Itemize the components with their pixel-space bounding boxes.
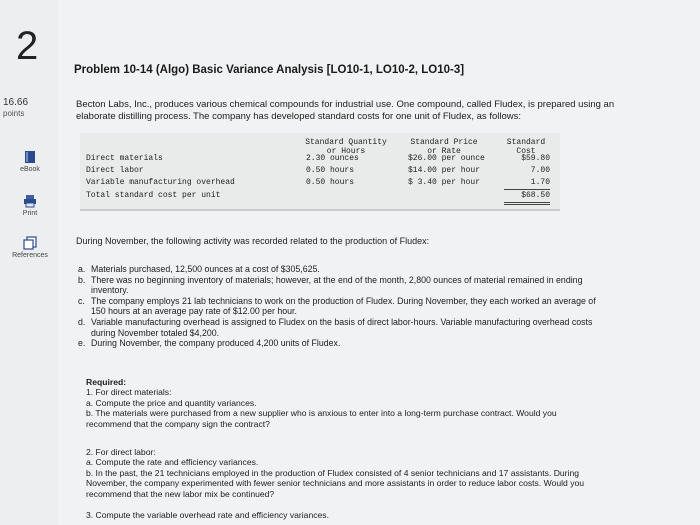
book-icon — [23, 150, 37, 164]
points-label: points — [3, 109, 25, 118]
references-label: References — [12, 252, 48, 259]
row-quantity-variable-overhead: 0.50 hours — [306, 178, 355, 187]
list-item: d. Variable manufacturing overhead is assigned to Fludex on the basis of direct labor-hours. Variable manufacturing overhead costs during November totaled $4,200. — [78, 316, 593, 338]
total-cost-label: Total standard cost per unit — [86, 191, 221, 200]
intro-line-2: elaborate distilling process. The company has developed standard costs for one unit of Fludex, as follows: — [76, 111, 521, 122]
header-price: Standard Price or Rate — [410, 138, 478, 156]
required-heading: Required: — [86, 377, 127, 387]
row-price-direct-materials: $26.00 per ounce — [408, 154, 485, 163]
list-item: c. The company employs 21 lab technicians to work on the production of Fludex. During November, they each worked an average of 150 hours at an average pay rate of $12.00 per hour. — [78, 295, 596, 317]
problem-intro — [76, 99, 676, 123]
standard-cost-table — [80, 133, 560, 211]
row-cost-variable-overhead: 1.70 — [504, 177, 550, 190]
ebook-button[interactable] — [6, 150, 54, 173]
part-2-b-line2: November, the company experimented with fewer senior technicians and more assistants in order to reduce labor costs. Would you — [86, 478, 585, 489]
row-quantity-direct-materials: 2.30 ounces — [306, 154, 359, 163]
row-item-direct-labor: Direct labor — [86, 166, 144, 175]
list-item: e. During November, the company produced 4,200 units of Fludex. — [78, 338, 341, 349]
printer-icon — [23, 194, 37, 208]
row-item-variable-overhead: Variable manufacturing overhead — [86, 178, 235, 187]
required-section — [86, 377, 686, 429]
part-2-b-line3: recommend that the new labor mix be continued? — [86, 488, 275, 499]
intro-line-1: Becton Labs, Inc., produces various chemical compounds for industrial use. One compound, called Fludex, is prepared using an — [76, 99, 615, 110]
part-2-section — [86, 447, 686, 499]
points-indicator — [3, 97, 28, 119]
print-button[interactable] — [6, 194, 54, 217]
row-quantity-direct-labor: 0.50 hours — [306, 166, 355, 175]
points-value: 16.66 — [3, 97, 29, 108]
problem-title: Problem 10-14 (Algo) Basic Variance Analysis [LO10-1, LO10-2, LO10-3] — [74, 64, 465, 76]
references-icon — [23, 236, 37, 250]
part-2-b-line1: b. In the past, the 21 technicians employed in the production of Fludex consisted of 4 senior technicians and 17 assistants. During — [86, 467, 580, 478]
header-quantity: Standard Quantity or Hours — [305, 138, 387, 156]
part-1-title: 1. For direct materials: — [86, 387, 172, 398]
part-2-title: 2. For direct labor: — [86, 447, 156, 457]
list-item: b. There was no beginning inventory of materials; however, at the end of the month, 2,800 ounces of material remained in ending inventory. — [78, 274, 583, 296]
part-3-title: 3. Compute the variable overhead rate and efficiency variances. — [86, 510, 329, 520]
references-button[interactable] — [6, 236, 54, 259]
row-price-direct-labor: $14.00 per hour — [408, 166, 481, 175]
total-cost-value: $68.50 — [504, 190, 550, 205]
header-cost: Standard Cost — [506, 138, 546, 156]
print-label: Print — [22, 210, 38, 217]
ebook-label: eBook — [20, 166, 40, 173]
row-item-direct-materials: Direct materials — [86, 154, 163, 163]
part-3-section — [86, 510, 686, 520]
row-price-variable-overhead: $ 3.40 per hour — [408, 178, 481, 187]
part-1-b-line1: b. The materials were purchased from a new supplier who is anxious to enter into a long-term purchase contract. Would you — [86, 408, 557, 419]
activity-intro: During November, the following activity was recorded related to the production of Fludex: — [76, 236, 430, 246]
left-sidebar — [0, 0, 58, 525]
row-cost-direct-labor: 7.00 — [530, 166, 550, 175]
activity-list — [78, 264, 688, 349]
part-1-a: a. Compute the price and quantity variances. — [86, 397, 257, 408]
row-cost-direct-materials: $59.80 — [521, 154, 550, 163]
part-2-a: a. Compute the rate and efficiency variances. — [86, 457, 259, 468]
list-item: a. Materials purchased, 12,500 ounces at a cost of $305,625. — [78, 264, 320, 274]
part-1-b-line2: recommend that the company sign the contract? — [86, 418, 270, 429]
question-number: 2 — [16, 24, 39, 68]
